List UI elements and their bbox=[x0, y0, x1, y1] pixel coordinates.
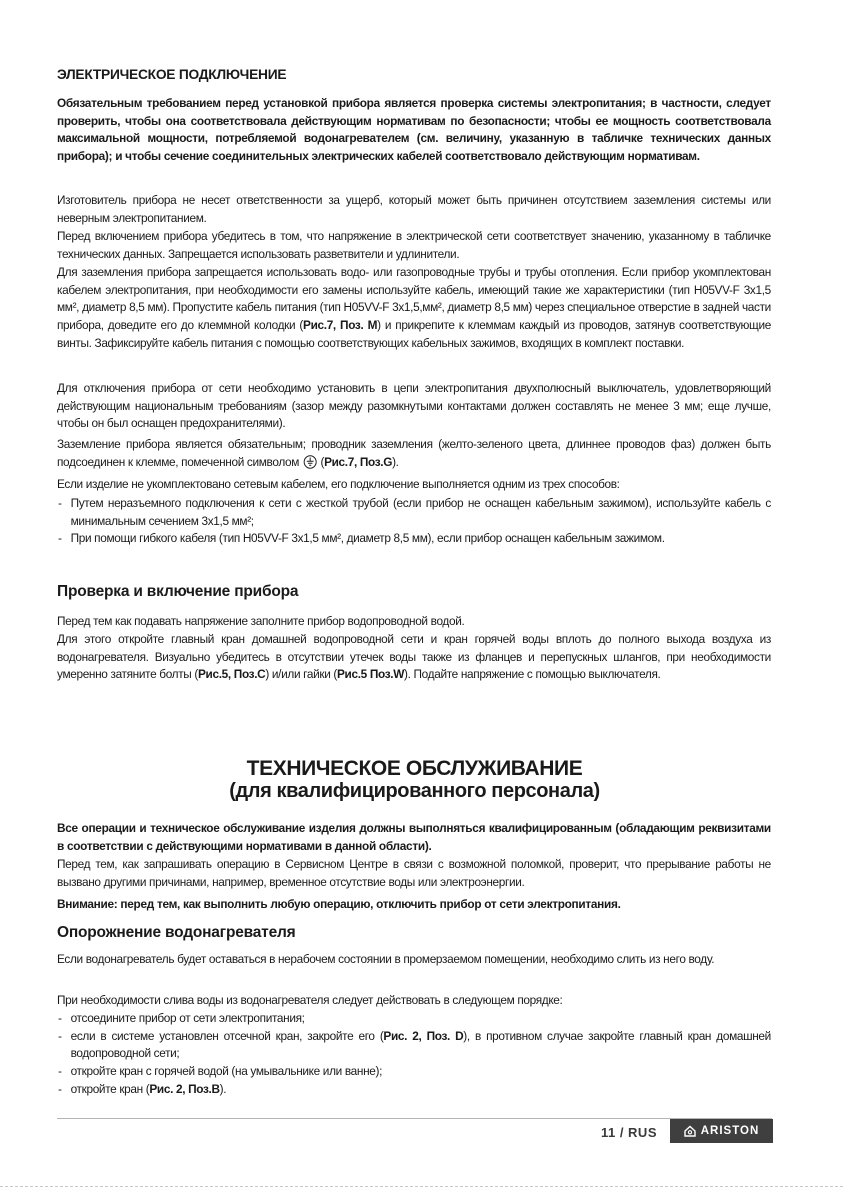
maintenance-subtitle: (для квалифицированного персонала) bbox=[229, 780, 600, 802]
figure-ref: Рис.5 Поз.W bbox=[337, 667, 405, 682]
list-item-text: ), в противном случае закройте главный кран домашней водопроводной сети; bbox=[70, 1028, 771, 1061]
draining-heading: Опорожнение водонагревателя bbox=[57, 924, 296, 941]
maintenance-p1: Перед тем, как запрашивать операцию в Сервисном Центре в связи с возможной поломкой, проверит, что прерывание работы не вызвано другими причинами, например, временное отсутствие воды или электроэнергии. bbox=[57, 857, 771, 889]
draining-p2: При необходимости слива воды из водонагревателя следует действовать в следующем порядке: bbox=[57, 993, 563, 1007]
list-item: - отсоедините прибор от сети электропитания; bbox=[57, 1010, 771, 1028]
brand-logo bbox=[670, 1119, 773, 1143]
electrical-p3 bbox=[57, 264, 771, 353]
electrical-intro: Обязательным требованием перед установкой прибора является проверка системы электропитания; в частности, следует проверить, чтобы она соответствовала действующим нормативам по безопасности; чтобы ее мощность соответствовала максимальной мощности, потребляемой водонагревателем (см. величину, указанную в табличке технических данных прибора); и чтобы сечение соединительных электрических кабелей соответствовало действующим нормативам. bbox=[57, 96, 771, 164]
list-item-text: если в системе установлен отсечной кран, закройте его ( bbox=[70, 1028, 384, 1043]
list-item bbox=[57, 1081, 771, 1099]
list-item: - откройте кран с горячей водой (на умывальнике или ванне); bbox=[57, 1063, 771, 1081]
list-item-text: откройте кран ( bbox=[70, 1081, 150, 1096]
electrical-p4: Для отключения прибора от сети необходимо установить в цепи электропитания двухполюсный выключатель, удовлетворяющий действующим национальным требованиям (зазор между разомкнутыми контактами должен составлять не менее 3 мм; еще лучше, чтобы он был оснащен предохранителями). bbox=[57, 381, 771, 431]
brand-name: ARISTON bbox=[700, 1125, 760, 1137]
page-number: 11 / RUS bbox=[600, 1125, 657, 1140]
figure-ref: Рис.5, Поз.C bbox=[198, 667, 266, 682]
draining-p1: Если водонагреватель будет оставаться в нерабочем состоянии в промерзаемом помещении, необходимо слить из него воду. bbox=[57, 952, 715, 966]
connection-methods-list bbox=[57, 495, 771, 548]
electrical-p2: Перед включением прибора убедитесь в том, что напряжение в электрической сети соответствует значению, указанному в табличке технических данных. Запрещается использовать разветвители и удлинители. bbox=[57, 229, 771, 261]
list-item: - При помощи гибкого кабеля (тип H05VV-F 3x1,5 мм², диаметр 8,5 мм), если прибор оснащен кабельным зажимом. bbox=[57, 530, 771, 548]
check-p2-text-c: ). Подайте напряжение с помощью выключателя. bbox=[404, 667, 661, 682]
figure-ref: Рис.7, Поз. M bbox=[303, 318, 378, 333]
electrical-p5: Заземление прибора является обязательным; проводник заземления (желто-зеленого цвета, длиннее проводов фаз) должен быть подсоединен к клемме, помеченной символом (Рис.7, Поз.G). bbox=[57, 437, 771, 469]
electrical-p3-text-a: Для заземления прибора запрещается использовать водо- или газопроводные трубы и трубы отопления. Если прибор укомплектован кабелем электропитания, при необходимости его замены используйте кабель, имеющий такие же характеристики (тип H05VV-F 3x1,5 мм², диаметр 8,5 мм). Пропустите кабель питания (тип H05VV-F 3x1,5,мм², диаметр 8,5 мм) через специальное отверстие в задней части прибора, доведите его до клеммной колодки ( bbox=[57, 265, 771, 333]
figure-ref: Рис. 2, Поз.B bbox=[149, 1081, 220, 1096]
electrical-p5-text: Заземление прибора является обязательным; проводник заземления (желто-зеленого цвета, длиннее проводов фаз) должен быть подсоединен к клемме, помеченной символом bbox=[57, 437, 771, 469]
check-heading: Проверка и включение прибора bbox=[57, 583, 299, 600]
list-item-text: ). bbox=[219, 1081, 227, 1096]
figure-ref: Рис.7, Поз.G bbox=[324, 454, 393, 469]
house-icon bbox=[684, 1125, 696, 1137]
list-item: - Путем неразъемного подключения к сети с жесткой трубой (если прибор не оснащен кабельным зажимом), используйте кабель с минимальным сечением 3x1,5 мм²; bbox=[57, 495, 771, 530]
list-item bbox=[57, 1028, 771, 1063]
maintenance-title: ТЕХНИЧЕСКОЕ ОБСЛУЖИВАНИЕ bbox=[246, 757, 583, 780]
figure-ref: Рис. 2, Поз. D bbox=[383, 1028, 464, 1043]
electrical-p3-text-b: ) и прикрепите к клеммам каждый из проводов, затянув соответствующие винты. Зафиксируйте кабель питания с помощью соответствующих кабельных зажимов, входящих в комплект поставки. bbox=[57, 318, 771, 350]
check-p1: Перед тем как подавать напряжение заполните прибор водопроводной водой. bbox=[57, 614, 465, 628]
crop-marks bbox=[0, 1186, 843, 1187]
maintenance-warning: Внимание: перед тем, как выполнить любую операцию, отключить прибор от сети электропитания. bbox=[57, 897, 621, 911]
electrical-heading: ЭЛЕКТРИЧЕСКОЕ ПОДКЛЮЧЕНИЕ bbox=[57, 67, 287, 83]
electrical-p6: Если изделие не укомплектовано сетевым кабелем, его подключение выполняется одним из трех способов: bbox=[57, 477, 620, 491]
maintenance-intro: Все операции и техническое обслуживание изделия должны выполняться квалифицированным (обладающим реквизитами в соответствии с действующими нормативами в данной области). bbox=[57, 821, 771, 853]
check-p2-text-a: Для этого откройте главный кран домашней водопроводной сети и кран горячей воды вплоть до полного выхода воздуха из водонагревателя. Визуально убедитесь в отсутствии утечек воды также из фланцев и перепускных шлангов, при необходимости умеренно затяните болты ( bbox=[57, 632, 771, 682]
ground-symbol-icon bbox=[303, 455, 317, 469]
check-p2-text-b: ) и/или гайки ( bbox=[265, 667, 338, 682]
draining-steps-list bbox=[57, 1010, 771, 1099]
footer-divider bbox=[57, 1118, 772, 1119]
check-p2 bbox=[57, 631, 771, 684]
electrical-p1: Изготовитель прибора не несет ответственности за ущерб, который может быть причинен отсутствием заземления системы или неверным электропитанием. bbox=[57, 193, 771, 225]
